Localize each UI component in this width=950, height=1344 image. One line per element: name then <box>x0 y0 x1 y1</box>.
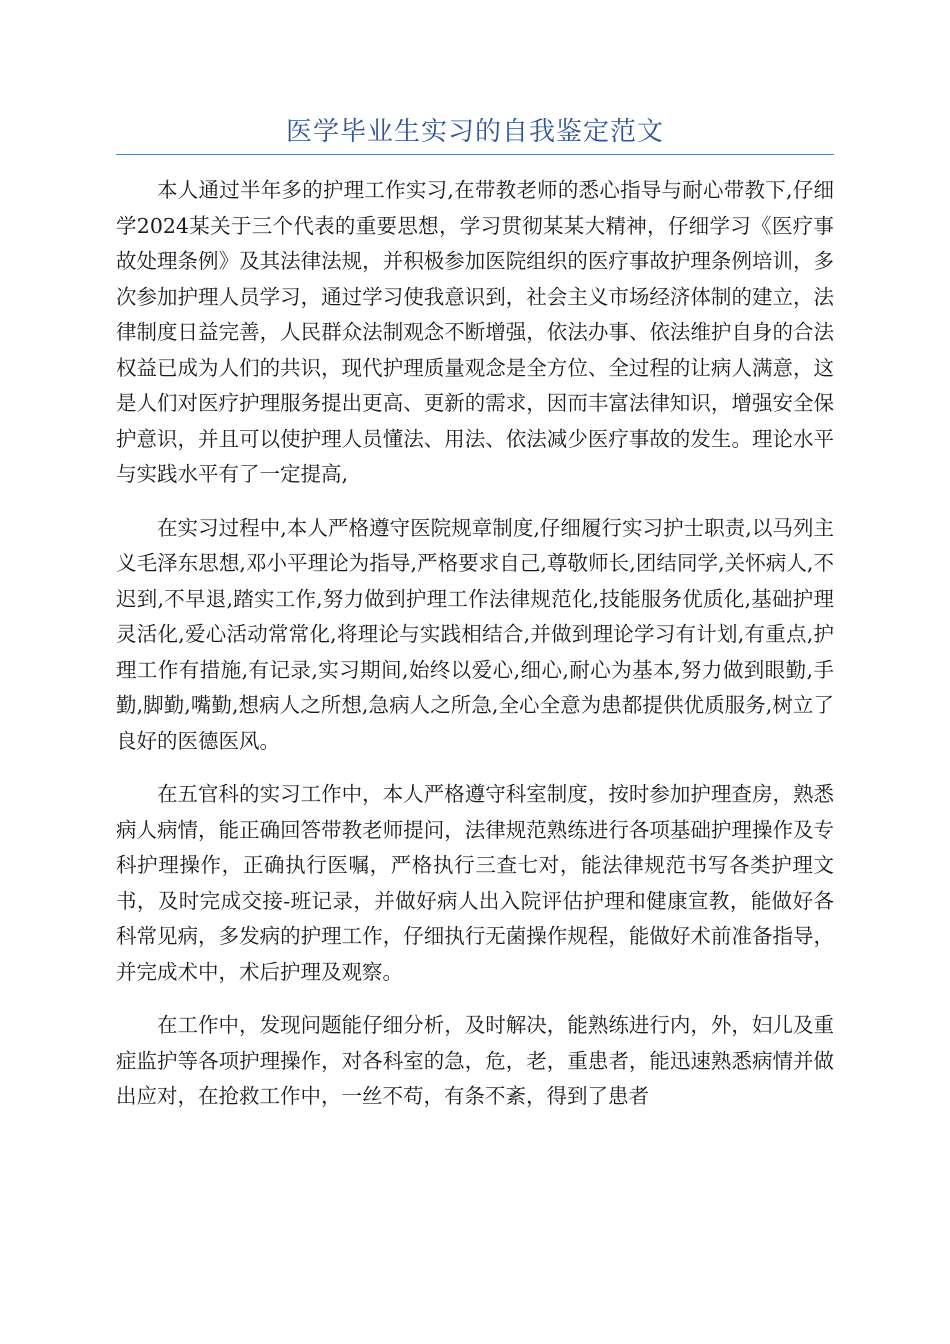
paragraph-3: 在五官科的实习工作中，本人严格遵守科室制度，按时参加护理查房，熟悉病人病情，能正确回答带教老师提问，法律规范熟练进行各项基础护理操作及专科护理操作，正确执行医嘱，严格执行三查七对，能法律规范书写各类护理文书，及时完成交接-班记录，并做好病人出入院评估护理和健康宣教，能做好各科常见病，多发病的护理工作，仔细执行无菌操作规程，能做好术前准备指导，并完成术中，术后护理及观察。 <box>116 782 834 984</box>
paragraph-1: 本人通过半年多的护理工作实习,在带教老师的悉心指导与耐心带教下,仔细学2024某关于三个代表的重要思想，学习贯彻某某大精神，仔细学习《医疗事故处理条例》及其法律法规，并积极参加医院组织的医疗事故护理条例培训，多次参加护理人员学习，通过学习使我意识到，社会主义市场经济体制的建立，法律制度日益完善，人民群众法制观念不断增强，依法办事、依法维护自身的合法权益已成为人们的共识，现代护理质量观念是全方位、全过程的让病人满意，这是人们对医疗护理服务提出更高、更新的需求，因而丰富法律知识，增强安全保护意识，并且可以使护理人员懂法、用法、依法减少医疗事故的发生。理论水平与实践水平有了一定提高, <box>116 178 834 486</box>
document-page <box>116 112 834 1133</box>
document-title: 医学毕业生实习的自我鉴定范文 <box>116 112 834 155</box>
paragraph-2: 在实习过程中,本人严格遵守医院规章制度,仔细履行实习护士职责,以马列主义毛泽东思想,邓小平理论为指导,严格要求自己,尊敬师长,团结同学,关怀病人,不迟到,不早退,踏实工作,努力做到护理工作法律规范化,技能服务优质化,基础护理灵活化,爱心活动常常化,将理论与实践相结合,并做到理论学习有计划,有重点,护理工作有措施,有记录,实习期间,始终以爱心,细心,耐心为基本,努力做到眼勤,手勤,脚勤,嘴勤,想病人之所想,急病人之所急,全心全意为患都提供优质服务,树立了良好的医德医风。 <box>116 515 834 753</box>
paragraph-4: 在工作中，发现问题能仔细分析，及时解决，能熟练进行内，外，妇儿及重症监护等各项护理操作，对各科室的急，危，老，重患者，能迅速熟悉病情并做出应对，在抢救工作中，一丝不苟，有条不紊，得到了患者 <box>116 1013 834 1108</box>
